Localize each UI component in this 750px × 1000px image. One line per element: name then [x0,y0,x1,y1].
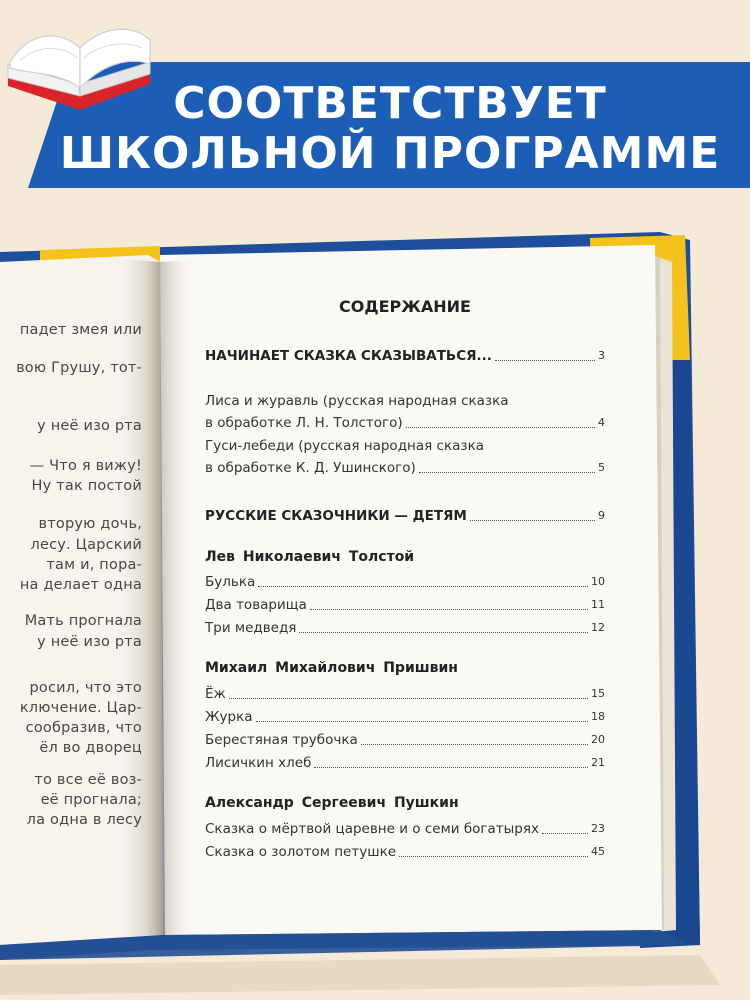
left-page-line: росил, что это [29,680,142,696]
toc-entry-label: Журка [205,709,253,725]
left-page-line: её прогнала; [40,792,142,808]
left-page-line: Ну так постой [31,478,142,494]
toc-page-number: 11 [591,598,605,611]
toc-dot-leader [361,744,588,745]
banner-text-line1: СООТВЕТСТВУЕТ [173,78,607,129]
left-page-line: Мать прогнала [24,613,142,629]
toc-page-number: 5 [598,461,605,474]
toc-page-number: 4 [598,416,605,429]
toc-entry-label: в обработке Л. Н. Толстого) [205,415,403,431]
open-book-icon [0,0,160,120]
toc-dot-leader [310,609,588,610]
toc-entry-line: Лиса и журавль (русская народная сказка [205,393,509,409]
toc-entry-label: Берестяная трубочка [205,732,358,748]
toc-entry-row [205,573,605,591]
toc-dot-leader [299,632,588,633]
toc-author-heading: Лев Николаевич Толстой [205,549,415,565]
toc-section-label: НАЧИНАЕТ СКАЗКА СКАЗЫВАТЬСЯ... [205,348,492,364]
toc-entry-label: Сказка о золотом петушке [205,844,397,860]
promo-banner [0,0,750,195]
left-page-line: падет змея или [19,322,142,338]
toc-page-number: 12 [591,621,605,634]
toc-entry-row [205,685,605,703]
toc-dot-leader [256,721,588,722]
toc-page-number: 3 [598,349,605,362]
toc-dot-leader [229,698,588,699]
toc-page-number: 23 [591,822,605,835]
toc-section-row [205,347,605,365]
toc-page-number: 18 [591,710,605,723]
toc-author-heading: Михаил Михайлович Пришвин [205,660,458,676]
toc-entry-row [205,414,605,432]
left-page-line: там и, пора- [46,557,142,573]
toc-entry-row [205,843,605,861]
toc-page-number: 10 [591,575,605,588]
toc-page-number: 45 [591,845,605,858]
toc-entry-label: в обработке К. Д. Ушинского) [205,460,416,476]
left-page-line: у неё изо рта [37,634,142,650]
toc-dot-leader [399,856,588,857]
toc-dot-leader [314,767,588,768]
toc-entry-line: Гуси-лебеди (русская народная сказка [205,438,484,454]
toc-entry-row [205,596,605,614]
left-page-line: сообразив, что [25,720,142,736]
left-page-line: — Что я вижу! [29,458,142,474]
toc-entry-label: Лисичкин хлеб [205,755,312,771]
toc-entry-row [205,754,605,772]
left-page-line: вторую дочь, [38,516,142,532]
left-page-line: ла одна в лесу [26,812,142,828]
toc-author-heading: Александр Сергеевич Пушкин [205,795,459,811]
banner-text-line2: ШКОЛЬНОЙ ПРОГРАММЕ [59,128,721,179]
toc-entry-label: Булька [205,574,256,590]
left-page-line: ключение. Цар- [19,700,142,716]
toc-dot-leader [495,360,595,361]
toc-entry-label: Ёж [205,686,226,702]
left-page-line: то все её воз- [34,772,142,788]
toc-entry-row [205,619,605,637]
left-page-line: ёл во дворец [39,740,142,756]
toc-dot-leader [470,520,595,521]
left-page-line: вою Грушу, тот- [16,360,142,376]
toc-dot-leader [406,427,595,428]
toc-dot-leader [258,586,588,587]
toc-page-number: 15 [591,687,605,700]
toc-title: СОДЕРЖАНИЕ [339,297,471,316]
toc-section-label: РУССКИЕ СКАЗОЧНИКИ — ДЕТЯМ [205,508,467,524]
toc-page-number: 9 [598,509,605,522]
toc-entry-row [205,731,605,749]
toc-page-number: 20 [591,733,605,746]
toc-section-row [205,507,605,525]
toc-entry-row [205,820,605,838]
toc-entry-row [205,708,605,726]
toc-dot-leader [419,472,595,473]
toc-entry-label: Три медведя [205,620,297,636]
left-page-line: на делает одна [19,577,142,593]
left-page-line: лесу. Царский [30,537,142,553]
toc-entry-row [205,459,605,477]
toc-entry-label: Два товарища [205,597,307,613]
toc-page-number: 21 [591,756,605,769]
toc-entry-label: Сказка о мёртвой царевне и о семи богатырях [205,821,539,837]
left-page [0,270,152,920]
left-page-line: у неё изо рта [37,418,142,434]
toc-dot-leader [542,833,588,834]
